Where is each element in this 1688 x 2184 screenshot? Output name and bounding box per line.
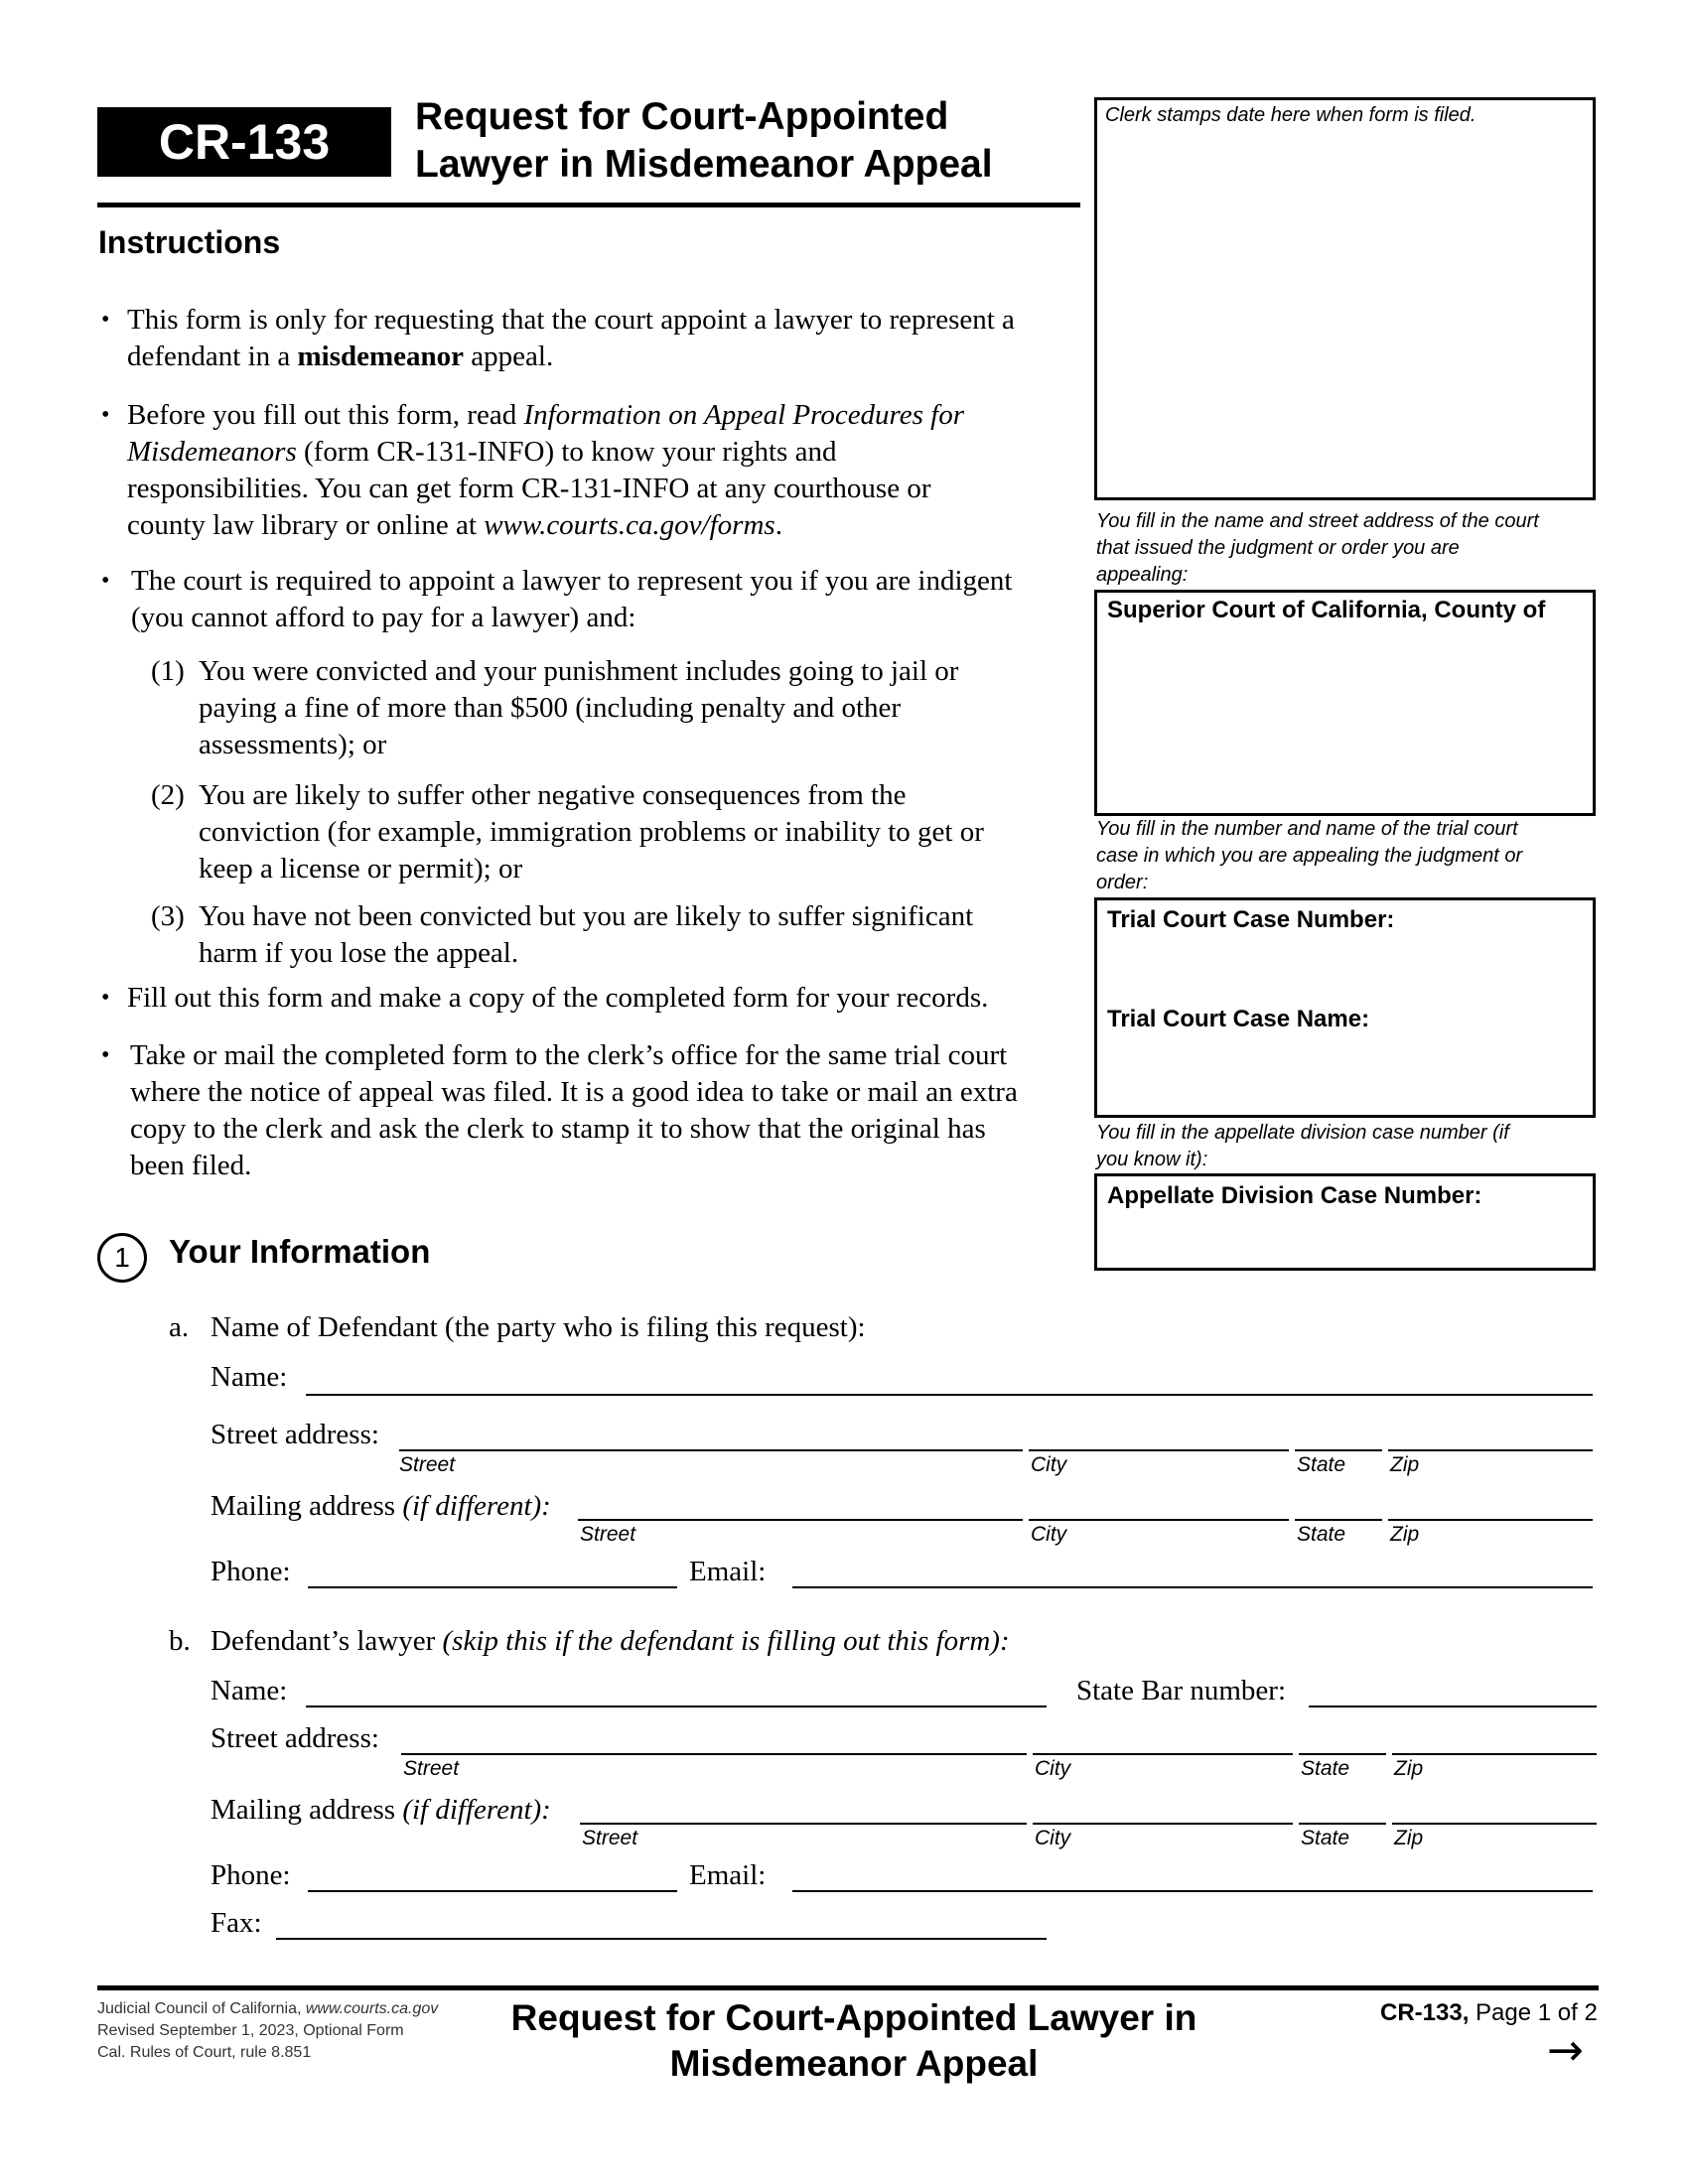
lawyer-state-field[interactable]: [1299, 1753, 1386, 1755]
instruction-text: responsibilities. You can get form CR-131-INFO at any courthouse or: [127, 473, 931, 504]
footer-title-line2: Misdemeanor Appeal: [669, 2043, 1039, 2084]
instruction-text: Take or mail the completed form to the clerk’s office for the same trial court: [130, 1039, 1008, 1071]
defendant-mailing-zip-field[interactable]: [1388, 1519, 1593, 1521]
footer-page-info: CR-133, Page 1 of 2: [1380, 1999, 1598, 2026]
court-name-box[interactable]: [1094, 590, 1596, 816]
zip-caption: Zip: [1390, 1523, 1420, 1546]
defendant-name-field[interactable]: [306, 1394, 1593, 1396]
lawyer-name-field[interactable]: [306, 1706, 1047, 1707]
item-text: paying a fine of more than $500 (including penalty and other: [199, 692, 902, 724]
instruction-text: (you cannot afford to pay for a lawyer) and:: [131, 602, 636, 633]
city-caption: City: [1035, 1757, 1071, 1780]
forms-link[interactable]: www.courts.ca.gov/forms: [484, 509, 775, 541]
street-caption: Street: [580, 1523, 636, 1546]
condition-item-2: [151, 777, 1043, 887]
defendant-mailing-city-field[interactable]: [1029, 1519, 1289, 1521]
item-number: (2): [151, 779, 185, 811]
item-a-letter: a.: [169, 1311, 190, 1343]
defendant-city-field[interactable]: [1029, 1449, 1289, 1451]
footer-divider: [97, 1985, 1599, 1990]
bullet-icon: •: [101, 402, 110, 428]
state-caption: State: [1301, 1757, 1350, 1780]
court-address-note: You fill in the name and street address of the court that issued the judgment or order you are appealing:: [1096, 510, 1539, 586]
appellate-case-box[interactable]: [1094, 1173, 1596, 1271]
court-name-label: Superior Court of California, County of: [1107, 597, 1546, 623]
instruction-text: This form is only for requesting that the court appoint a lawyer to represent a: [127, 304, 1015, 336]
defendant-state-field[interactable]: [1295, 1449, 1382, 1451]
footer-publisher-info: [97, 1998, 438, 2064]
item-number: (1): [151, 655, 185, 687]
defendant-phone-field[interactable]: [308, 1586, 677, 1588]
form-title: [415, 93, 1051, 189]
defendant-email-field[interactable]: [792, 1586, 1593, 1588]
clerk-stamp-note: Clerk stamps date here when form is filed.: [1105, 104, 1477, 126]
footer-rule-line: Cal. Rules of Court, rule 8.851: [97, 2044, 312, 2061]
street-caption: Street: [399, 1453, 456, 1476]
city-caption: City: [1031, 1523, 1067, 1546]
defendant-phone-label: Phone:: [211, 1556, 291, 1587]
state-caption: State: [1297, 1523, 1346, 1546]
footer-publisher-line: Judicial Council of California, www.courts.ca.gov: [97, 2000, 439, 2017]
condition-item-3: [151, 898, 1043, 972]
lawyer-street-field[interactable]: [401, 1753, 1027, 1755]
instruction-bullet-5: [101, 1037, 1113, 1184]
lawyer-mailing-city-field[interactable]: [1033, 1823, 1293, 1825]
instruction-text: county law library or online at www.courts.ca.gov/forms.: [127, 509, 782, 541]
city-caption: City: [1031, 1453, 1067, 1476]
item-text: keep a license or permit); or: [199, 853, 523, 885]
defendant-email-label: Email:: [689, 1556, 767, 1587]
instruction-text: defendant in a misdemeanor appeal.: [127, 341, 554, 372]
defendant-name-label: Name:: [211, 1361, 288, 1393]
item-text: assessments); or: [199, 729, 387, 760]
instruction-text: been filed.: [130, 1150, 252, 1181]
defendant-street-address-label: Street address:: [211, 1419, 379, 1450]
appellate-case-note: You fill in the appellate division case number (if you know it):: [1096, 1122, 1509, 1170]
city-caption: City: [1035, 1827, 1071, 1849]
item-text: conviction (for example, immigration problems or inability to get or: [199, 816, 984, 848]
instructions-heading: Instructions: [98, 224, 281, 260]
item-b-letter: b.: [169, 1625, 191, 1657]
section-title: Your Information: [169, 1233, 431, 1270]
defendant-zip-field[interactable]: [1388, 1449, 1593, 1451]
zip-caption: Zip: [1394, 1827, 1424, 1849]
courts-link[interactable]: www.courts.ca.gov: [305, 2000, 439, 2017]
zip-caption: Zip: [1390, 1453, 1420, 1476]
lawyer-mailing-zip-field[interactable]: [1392, 1823, 1597, 1825]
state-bar-number-field[interactable]: [1309, 1706, 1597, 1707]
lawyer-mailing-state-field[interactable]: [1299, 1823, 1386, 1825]
form-title-line2: Lawyer in Misdemeanor Appeal: [415, 143, 993, 186]
form-id-badge: CR-133: [97, 107, 391, 177]
street-caption: Street: [582, 1827, 638, 1849]
lawyer-phone-label: Phone:: [211, 1859, 291, 1891]
section-number-circle: 1: [97, 1233, 147, 1283]
zip-caption: Zip: [1394, 1757, 1424, 1780]
lawyer-zip-field[interactable]: [1392, 1753, 1597, 1755]
bullet-icon: •: [101, 568, 110, 594]
clerk-stamp-box[interactable]: [1094, 97, 1596, 500]
state-caption: State: [1297, 1453, 1346, 1476]
instruction-text: The court is required to appoint a lawyer to represent you if you are indigent: [131, 565, 1013, 597]
item-text: harm if you lose the appeal.: [199, 937, 519, 969]
lawyer-city-field[interactable]: [1033, 1753, 1293, 1755]
footer-title-line1: Request for Court-Appointed Lawyer in: [510, 1997, 1197, 2038]
lawyer-name-label: Name:: [211, 1675, 288, 1706]
form-title-line1: Request for Court-Appointed: [415, 95, 949, 138]
instruction-bullet-1: [101, 302, 1110, 375]
lawyer-fax-label: Fax:: [211, 1907, 262, 1939]
appellate-case-number-label: Appellate Division Case Number:: [1107, 1182, 1482, 1209]
instruction-text: Misdemeanors (form CR-131-INFO) to know your rights and: [127, 436, 837, 468]
lawyer-street-address-label: Street address:: [211, 1722, 379, 1754]
trial-case-box[interactable]: [1094, 897, 1596, 1118]
header-divider: [97, 203, 1080, 207]
item-a-heading: Name of Defendant (the party who is filing this request):: [211, 1311, 866, 1343]
next-page-arrow-icon[interactable]: →: [1547, 2025, 1584, 2076]
lawyer-email-field[interactable]: [792, 1890, 1593, 1892]
footer-revision-line: Revised September 1, 2023, Optional Form: [97, 2022, 404, 2039]
lawyer-mailing-address-label: Mailing address (if different):: [211, 1794, 551, 1826]
trial-case-number-label: Trial Court Case Number:: [1107, 906, 1395, 933]
lawyer-mailing-street-field[interactable]: [580, 1823, 1027, 1825]
state-bar-number-label: State Bar number:: [1076, 1675, 1287, 1706]
condition-item-1: [151, 653, 1043, 763]
defendant-mailing-address-label: Mailing address (if different):: [211, 1490, 551, 1522]
instruction-text: Before you fill out this form, read Information on Appeal Procedures for: [127, 399, 965, 431]
trial-case-name-label: Trial Court Case Name:: [1107, 1006, 1370, 1032]
defendant-mailing-street-field[interactable]: [578, 1519, 1023, 1521]
item-number: (3): [151, 900, 185, 932]
item-text: You were convicted and your punishment includes going to jail or: [199, 655, 959, 687]
defendant-street-field[interactable]: [399, 1449, 1023, 1451]
instruction-bullet-2: [101, 397, 1110, 544]
lawyer-email-label: Email:: [689, 1859, 767, 1891]
defendant-mailing-state-field[interactable]: [1295, 1519, 1382, 1521]
bullet-icon: •: [101, 307, 110, 333]
street-caption: Street: [403, 1757, 460, 1780]
instruction-bullet-3: [101, 563, 1114, 636]
instruction-text: copy to the clerk and ask the clerk to stamp it to show that the original has: [130, 1113, 986, 1145]
instruction-bullet-4: [101, 980, 1110, 1017]
state-caption: State: [1301, 1827, 1350, 1849]
bullet-icon: •: [101, 1042, 110, 1068]
bullet-icon: •: [101, 985, 110, 1011]
footer-title: [457, 1995, 1251, 2087]
instruction-text: Fill out this form and make a copy of the completed form for your records.: [127, 982, 989, 1014]
instruction-text: where the notice of appeal was filed. It is a good idea to take or mail an extra: [130, 1076, 1018, 1108]
item-b-heading: Defendant’s lawyer (skip this if the defendant is filling out this form):: [211, 1625, 1010, 1657]
trial-case-note: You fill in the number and name of the trial court case in which you are appealing the judgment or order:: [1096, 818, 1523, 893]
lawyer-fax-field[interactable]: [276, 1938, 1047, 1940]
item-text: You are likely to suffer other negative consequences from the: [199, 779, 907, 811]
item-text: You have not been convicted but you are likely to suffer significant: [199, 900, 974, 932]
lawyer-phone-field[interactable]: [308, 1890, 677, 1892]
